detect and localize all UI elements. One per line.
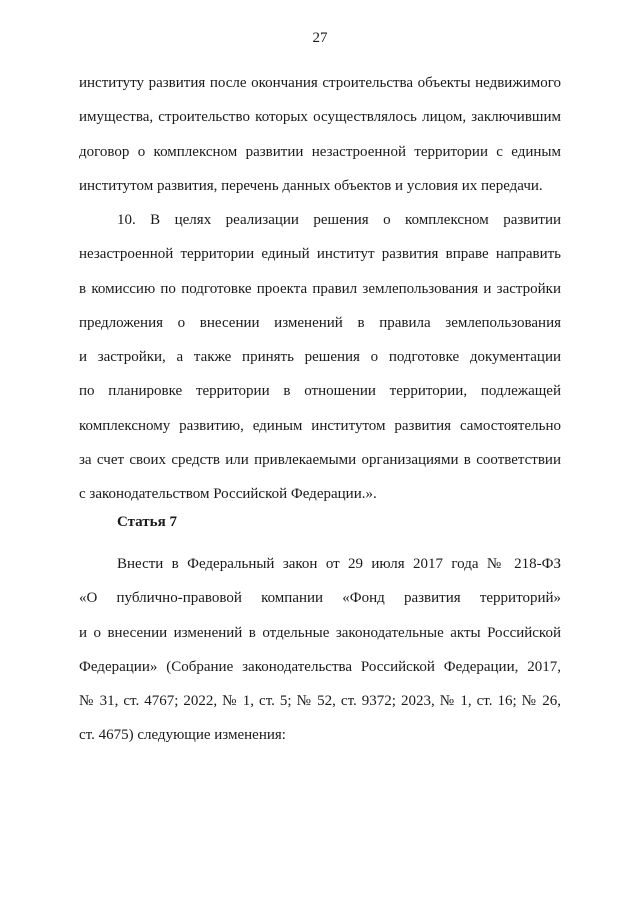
text-line: институтом развития, перечень данных объектов и условия их передачи. xyxy=(79,177,543,194)
text-line: и застройки, а также принять решения о подготовке документации xyxy=(79,349,561,366)
paragraph-item-10 xyxy=(79,203,561,512)
text-line: имущества, строительство которых осуществлялось лицом, заключившим xyxy=(79,109,561,126)
paragraph-continuation xyxy=(79,66,561,203)
text-line: с законодательством Российской Федерации.». xyxy=(79,486,377,503)
text-line: № 31, ст. 4767; 2022, № 1, ст. 5; № 52, ст. 9372; 2023, № 1, ст. 16; № 26, xyxy=(79,693,561,710)
text-line: незастроенной территории единый институт развития вправе направить xyxy=(79,246,561,263)
text-line: ст. 4675) следующие изменения: xyxy=(79,727,286,744)
text-line: комплексному развитию, единым институтом развития самостоятельно xyxy=(79,417,561,434)
text-line: предложения о внесении изменений в правила землепользования xyxy=(79,314,561,331)
text-line: и о внесении изменений в отдельные законодательные акты Российской xyxy=(79,624,561,641)
article-heading: Статья 7 xyxy=(117,514,177,530)
paragraph-article-7 xyxy=(79,547,561,753)
text-line: институту развития после окончания строительства объекты недвижимого xyxy=(79,75,561,91)
text-line: 10. В целях реализации решения о комплексном развитии xyxy=(117,212,561,228)
text-line: в комиссию по подготовке проекта правил землепользования и застройки xyxy=(79,280,561,297)
text-line: Федерации» (Собрание законодательства Российской Федерации, 2017, xyxy=(79,658,561,675)
text-line: договор о комплексном развитии незастроенной территории с единым xyxy=(79,143,561,160)
text-line: «О публично-правовой компании «Фонд развития территорий» xyxy=(79,590,561,607)
text-line: Внести в Федеральный закон от 29 июля 2017 года № 218-ФЗ xyxy=(117,556,561,572)
page-number: 27 xyxy=(312,30,328,46)
text-line: по планировке территории в отношении территории, подлежащей xyxy=(79,383,561,400)
text-line: за счет своих средств или привлекаемыми организациями в соответствии xyxy=(79,452,561,469)
